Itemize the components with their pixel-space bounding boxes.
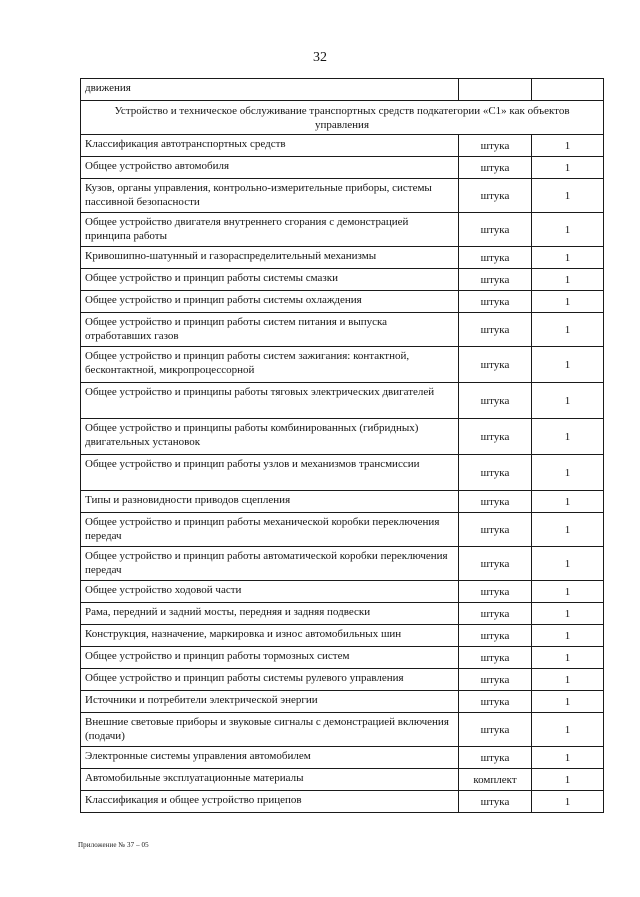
table-row xyxy=(81,135,604,157)
row-unit: штука xyxy=(459,135,532,157)
row-qty: 1 xyxy=(532,747,604,769)
footer-note: Приложение № 37 – 05 xyxy=(78,841,149,849)
row-qty: 1 xyxy=(532,791,604,813)
row-qty: 1 xyxy=(532,455,604,491)
row-unit xyxy=(459,79,532,101)
row-qty: 1 xyxy=(532,291,604,313)
row-qty: 1 xyxy=(532,313,604,347)
table-row xyxy=(81,291,604,313)
table-row xyxy=(81,603,604,625)
row-name: Общее устройство и принцип работы автоматической коробки переключения передач xyxy=(81,547,459,581)
table-row xyxy=(81,157,604,179)
row-unit: штука xyxy=(459,625,532,647)
table-row xyxy=(81,383,604,419)
table-row xyxy=(81,247,604,269)
row-name: Автомобильные эксплуатационные материалы xyxy=(81,769,459,791)
table-row xyxy=(81,269,604,291)
row-name: Общее устройство и принцип работы систем зажигания: контактной, бесконтактной, микропроцессорной xyxy=(81,347,459,383)
row-name: Кузов, органы управления, контрольно-измерительные приборы, системы пассивной безопасности xyxy=(81,179,459,213)
row-name: Общее устройство и принцип работы системы рулевого управления xyxy=(81,669,459,691)
row-unit: штука xyxy=(459,547,532,581)
row-qty xyxy=(532,79,604,101)
row-name: Конструкция, назначение, маркировка и износ автомобильных шин xyxy=(81,625,459,647)
row-unit: штука xyxy=(459,691,532,713)
row-qty: 1 xyxy=(532,581,604,603)
row-name: Общее устройство и принцип работы механической коробки переключения передач xyxy=(81,513,459,547)
row-unit: штука xyxy=(459,269,532,291)
row-qty: 1 xyxy=(532,713,604,747)
row-unit: штука xyxy=(459,157,532,179)
table-row xyxy=(81,419,604,455)
row-qty: 1 xyxy=(532,491,604,513)
row-name: Классификация и общее устройство прицепов xyxy=(81,791,459,813)
row-name: Электронные системы управления автомобилем xyxy=(81,747,459,769)
row-unit: штука xyxy=(459,419,532,455)
row-unit: штука xyxy=(459,791,532,813)
row-name: Общее устройство ходовой части xyxy=(81,581,459,603)
row-unit: штука xyxy=(459,603,532,625)
row-unit: штука xyxy=(459,213,532,247)
row-qty: 1 xyxy=(532,625,604,647)
row-unit: штука xyxy=(459,491,532,513)
row-name: Классификация автотранспортных средств xyxy=(81,135,459,157)
row-qty: 1 xyxy=(532,513,604,547)
table-row xyxy=(81,791,604,813)
row-unit: штука xyxy=(459,713,532,747)
table-row xyxy=(81,769,604,791)
row-qty: 1 xyxy=(532,135,604,157)
row-name: Общее устройство двигателя внутреннего сгорания с демонстрацией принципа работы xyxy=(81,213,459,247)
row-name: Типы и разновидности приводов сцепления xyxy=(81,491,459,513)
row-name: Внешние световые приборы и звуковые сигналы с демонстрацией включения (подачи) xyxy=(81,713,459,747)
row-name: Общее устройство автомобиля xyxy=(81,157,459,179)
table-row xyxy=(81,179,604,213)
table-row xyxy=(81,455,604,491)
table-row xyxy=(81,491,604,513)
row-unit: комплект xyxy=(459,769,532,791)
row-qty: 1 xyxy=(532,157,604,179)
row-name: Общее устройство и принцип работы системы охлаждения xyxy=(81,291,459,313)
table-row xyxy=(81,213,604,247)
table-row xyxy=(81,669,604,691)
row-name: Общее устройство и принцип работы систем питания и выпуска отработавших газов xyxy=(81,313,459,347)
row-qty: 1 xyxy=(532,213,604,247)
section-header-row xyxy=(81,101,604,135)
equipment-table xyxy=(80,78,603,813)
section-header: Устройство и техническое обслуживание транспортных средств подкатегории «C1» как объектов управления xyxy=(81,101,604,135)
table-row xyxy=(81,581,604,603)
row-name: Общее устройство и принцип работы системы смазки xyxy=(81,269,459,291)
row-qty: 1 xyxy=(532,269,604,291)
row-qty: 1 xyxy=(532,247,604,269)
row-qty: 1 xyxy=(532,769,604,791)
row-unit: штука xyxy=(459,513,532,547)
row-qty: 1 xyxy=(532,179,604,213)
table-row xyxy=(81,647,604,669)
table-body xyxy=(81,79,604,813)
page-number: 32 xyxy=(313,50,327,65)
row-name: Общее устройство и принцип работы узлов и механизмов трансмиссии xyxy=(81,455,459,491)
row-name: Кривошипно-шатунный и газораспределительный механизмы xyxy=(81,247,459,269)
table-row xyxy=(81,313,604,347)
row-qty: 1 xyxy=(532,603,604,625)
row-unit: штука xyxy=(459,647,532,669)
row-qty: 1 xyxy=(532,383,604,419)
row-unit: штука xyxy=(459,669,532,691)
table-row xyxy=(81,713,604,747)
table-row xyxy=(81,347,604,383)
row-unit: штука xyxy=(459,581,532,603)
table-row xyxy=(81,625,604,647)
table-row xyxy=(81,513,604,547)
row-unit: штука xyxy=(459,383,532,419)
row-unit: штука xyxy=(459,313,532,347)
table-row xyxy=(81,691,604,713)
row-qty: 1 xyxy=(532,347,604,383)
table-row xyxy=(81,547,604,581)
table-row xyxy=(81,747,604,769)
row-name: движения xyxy=(81,79,459,101)
row-name: Общее устройство и принципы работы тяговых электрических двигателей xyxy=(81,383,459,419)
row-qty: 1 xyxy=(532,547,604,581)
row-unit: штука xyxy=(459,247,532,269)
row-qty: 1 xyxy=(532,669,604,691)
row-unit: штука xyxy=(459,455,532,491)
row-name: Источники и потребители электрической энергии xyxy=(81,691,459,713)
row-unit: штука xyxy=(459,347,532,383)
row-name: Рама, передний и задний мосты, передняя и задняя подвески xyxy=(81,603,459,625)
row-unit: штука xyxy=(459,747,532,769)
row-unit: штука xyxy=(459,179,532,213)
continuation-row xyxy=(81,79,604,101)
row-name: Общее устройство и принцип работы тормозных систем xyxy=(81,647,459,669)
row-qty: 1 xyxy=(532,691,604,713)
row-qty: 1 xyxy=(532,419,604,455)
row-name: Общее устройство и принципы работы комбинированных (гибридных) двигательных установок xyxy=(81,419,459,455)
row-qty: 1 xyxy=(532,647,604,669)
row-unit: штука xyxy=(459,291,532,313)
